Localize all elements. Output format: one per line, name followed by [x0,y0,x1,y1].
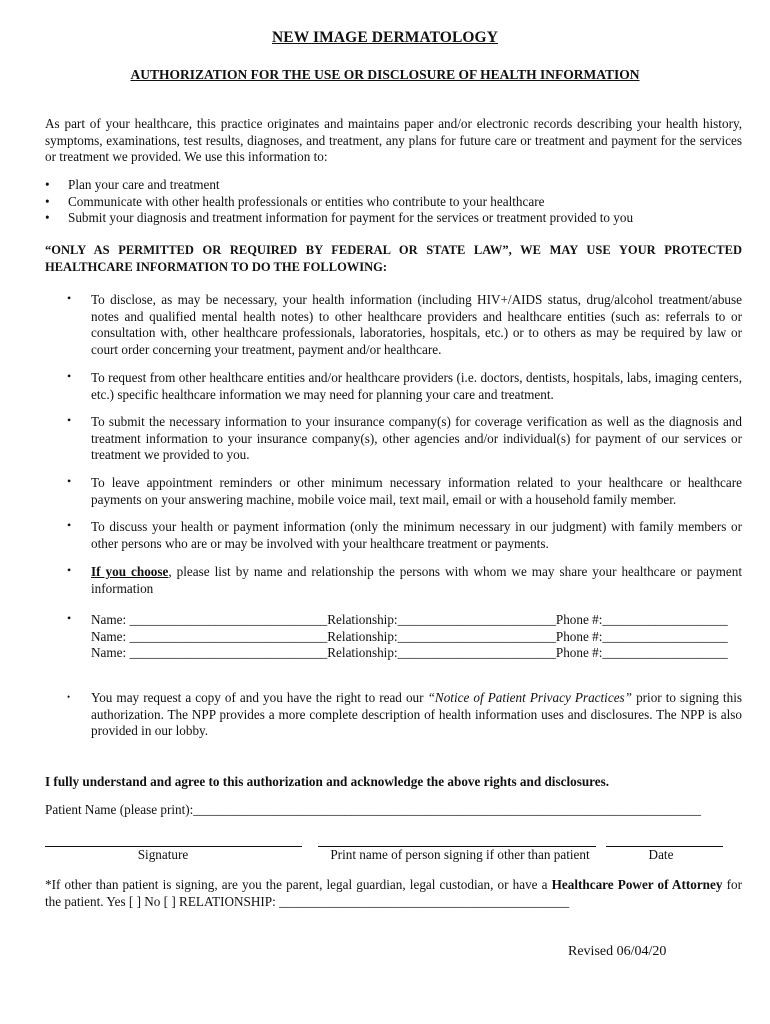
if-you-choose-label: If you choose [91,564,169,579]
contact-relationship-field[interactable]: Relationship:________________________ [327,612,556,627]
contact-name-field[interactable]: Name: ______________________________ [91,628,328,644]
permitted-heading: “ONLY AS PERMITTED OR REQUIRED BY FEDERAL OR STATE LAW”, WE MAY USE YOUR PROTECTED HEALTHCARE INFORMATION TO DO THE FOLLOWING: [45,243,742,274]
bullet-icon: • [67,563,72,577]
bullet-icon: • [67,611,72,625]
npp-item: • You may request a copy of and you have the right to read our “Notice of Patient Privacy Practices” prior to signing this authorization. The NPP provides a more complete description of health information uses and disclosures. The NPP is also provided in our lobby. [67,690,742,738]
permitted-item: • To leave appointment reminders or other minimum necessary information related to your healthcare or healthcare payments on your answering machine, mobile voice mail, text mail, email or with a household family member. [67,474,742,507]
list-item: • Communicate with other health professionals or entities who contribute to your healthcare [45,193,545,209]
permitted-item: • To discuss your health or payment information (only the minimum necessary in our judgment) with family members or other persons who are or may be involved with your healthcare treatment or payments. [67,518,742,551]
bullet-icon: • [45,193,50,209]
practice-title: NEW IMAGE DERMATOLOGY [271,29,498,46]
permitted-item: • To request from other healthcare entities and/or healthcare providers (i.e. doctors, dentists, hospitals, labs, imaging centers, etc.) specific healthcare information we may need for planning your care and treatment. [67,369,742,402]
bullet-icon: • [67,369,72,383]
uses-list [45,177,742,227]
contact-relationship-field[interactable]: Relationship:________________________ [327,628,556,644]
contact-row [91,629,742,646]
patient-name-field[interactable]: Patient Name (please print):_____________________________________________________________________________ [45,802,702,817]
bullet-icon: • [67,474,72,488]
contact-row [91,645,742,662]
contact-phone-field[interactable]: Phone #:___________________ [555,645,728,660]
contact-name-field[interactable]: Name: ______________________________ [91,612,328,627]
bullet-icon: • [67,413,72,427]
contact-relationship-field[interactable]: Relationship:________________________ [327,645,556,660]
bullet-icon: • [67,692,71,702]
acknowledgement-statement: I fully understand and agree to this authorization and acknowledge the above rights and disclosures. [45,774,610,789]
form-title: AUTHORIZATION FOR THE USE OR DISCLOSURE OF HEALTH INFORMATION [130,67,640,82]
print-name-label: Print name of person signing if other than patient [330,847,590,862]
intro-paragraph: As part of your healthcare, this practice originates and maintains paper and/or electronic records describing your health history, symptoms, examinations, test results, diagnoses, and treatment, any plans for future care or treatment and payment for the services or treatment we provided. We use this information to: [45,116,742,164]
contacts-item [45,612,742,662]
date-label: Date [648,847,674,862]
bullet-icon: • [67,291,72,305]
contact-name-field[interactable]: Name: ______________________________ [91,645,328,660]
contact-phone-field[interactable]: Phone #:___________________ [555,628,728,644]
signature-label: Signature [137,847,189,862]
guardian-question: *If other than patient is signing, are you the parent, legal guardian, legal custodian, or have a Healthcare Power of Attorney for the patient. Yes [ ] No [ ] RELATIONSHIP: ____________________________________________ [45,877,742,909]
revision-date: Revised 06/04/20 [568,944,667,959]
healthcare-poa-label: Healthcare Power of Attorney [551,877,723,892]
bullet-icon: • [45,210,50,225]
npp-title: “Notice of Patient Privacy Practices” [427,690,633,705]
bullet-icon: • [67,518,72,532]
list-item: • Submit your diagnosis and treatment information for payment for the services or treatment provided to you [45,210,634,225]
contact-row [91,612,742,629]
permitted-item: • To disclose, as may be necessary, your health information (including HIV+/AIDS status, drug/alcohol treatment/abuse notes and qualified mental health notes) to other healthcare providers and healthcare entities (such as: referrals to or consultation with, other healthcare professionals, laboratories, hospitals, etc.) or to others as may be required by law or court order concerning your treatment, payment and/or healthcare. [67,291,742,357]
guardian-answer-fields[interactable]: for the patient. Yes [ ] No [ ] RELATIONSHIP: ____________________________________________ [45,877,742,909]
list-item: • Plan your care and treatment [45,177,220,192]
bullet-icon: • [45,177,50,192]
share-choice-item: • If you choose, please list by name and relationship the persons with whom we may share your healthcare or payment information [67,563,742,596]
contact-phone-field[interactable]: Phone #:___________________ [555,612,728,627]
permitted-item: • To submit the necessary information to your insurance company(s) for coverage verification as well as the diagnosis and treatment information to your insurance company(s), other agencies and/or individual(s) for payment of our services or treatment we provided to you. [67,413,742,462]
